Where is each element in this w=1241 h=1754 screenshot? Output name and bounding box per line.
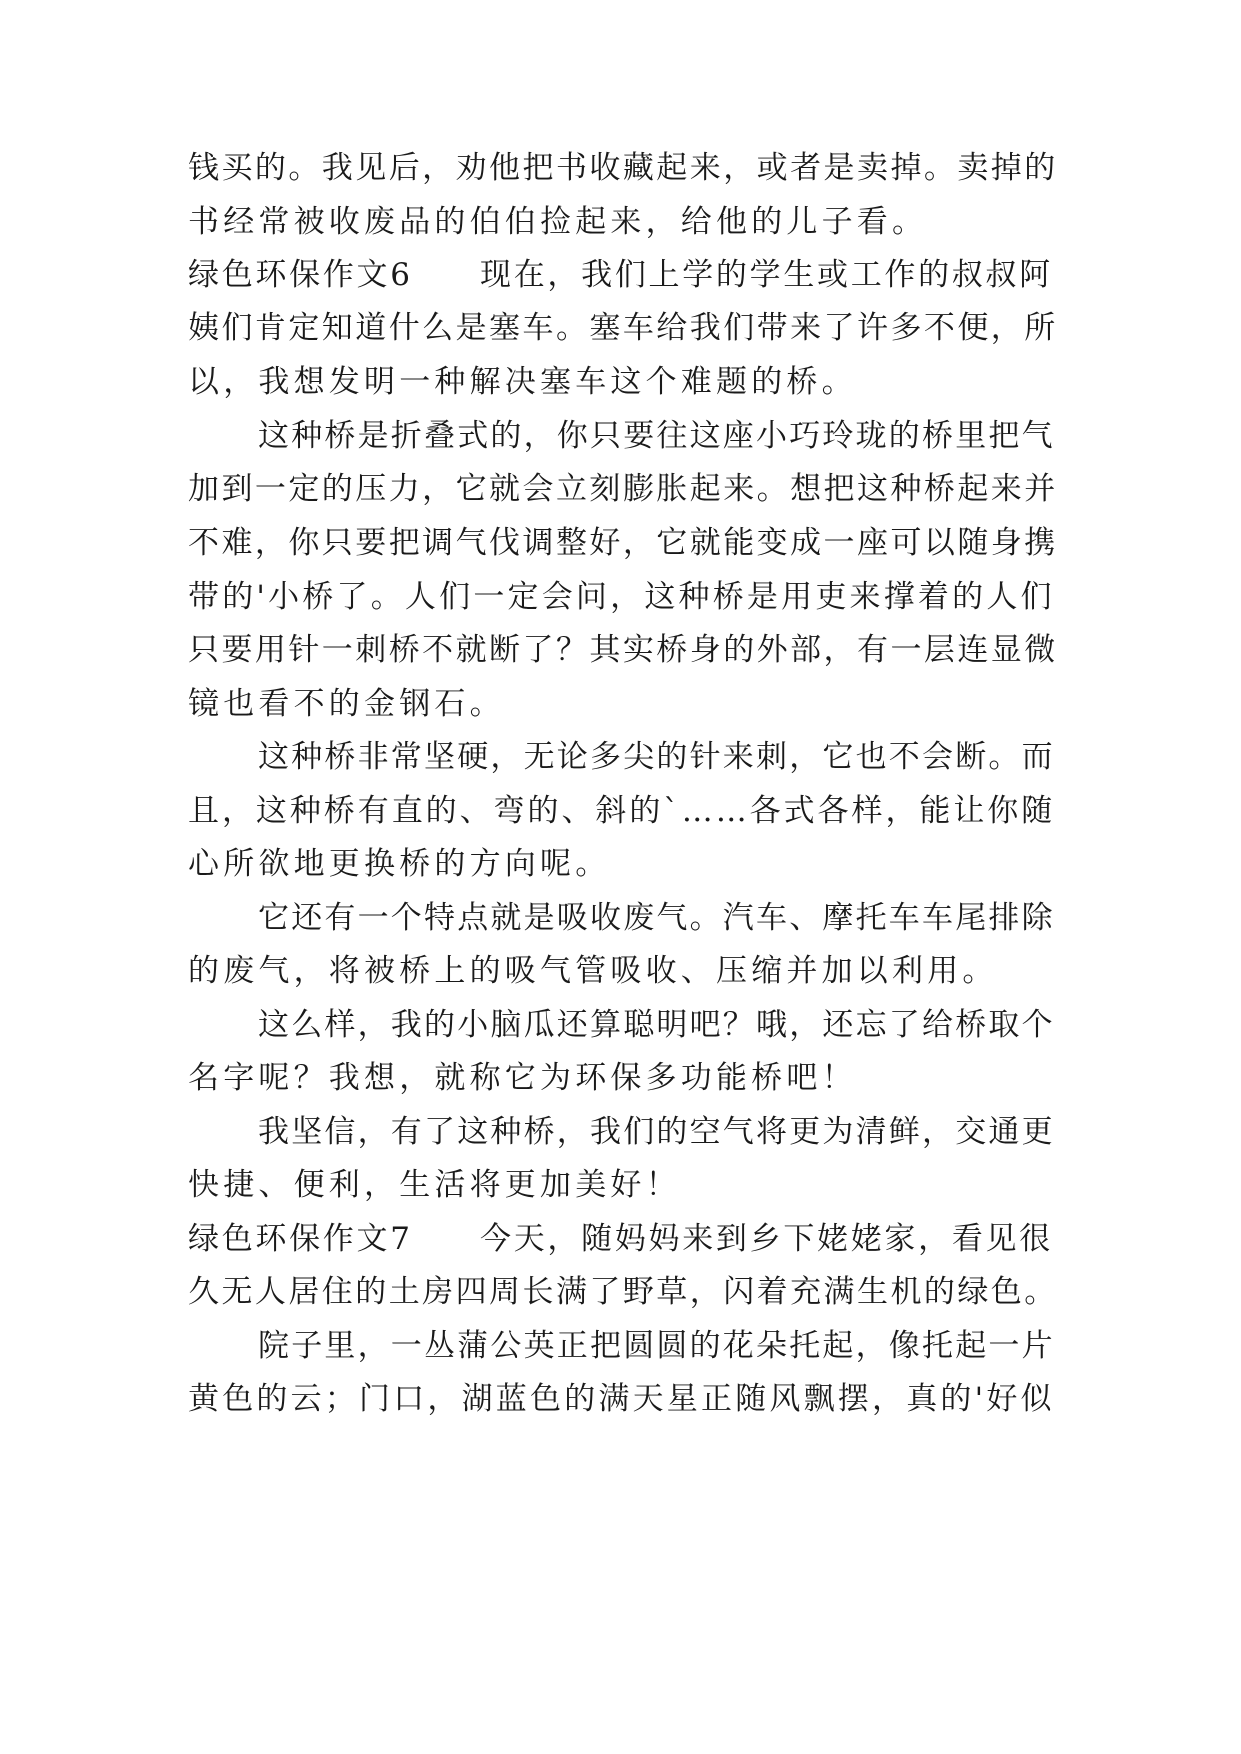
paragraph-first-line: 这种桥是折叠式的，你只要往这座小巧玲珑的桥里把气 bbox=[258, 418, 1055, 454]
text-line: 久无人居住的土房四周长满了野草，闪着充满生机的绿色。 bbox=[188, 1274, 1058, 1310]
text-line: 黄色的云；门口，湖蓝色的满天星正随风飘摆，真的'好似 bbox=[188, 1381, 1055, 1417]
paragraph-first-line: 院子里，一丛蒲公英正把圆圆的花朵托起，像托起一片 bbox=[258, 1328, 1055, 1364]
paragraph-first-line: 这么样，我的小脑瓜还算聪明吧？哦，还忘了给桥取个 bbox=[258, 1007, 1055, 1043]
text-line: 书经常被收废品的伯伯捡起来，给他的儿子看。 bbox=[188, 204, 928, 240]
text-line: 加到一定的压力，它就会立刻膨胀起来。想把这种桥起来并 bbox=[188, 471, 1058, 507]
paragraph-first-line: 这种桥非常坚硬，无论多尖的针来刺，它也不会断。而 bbox=[258, 739, 1055, 775]
paragraph-first-line: 它还有一个特点就是吸收废气。汽车、摩托车车尾排除 bbox=[258, 900, 1055, 936]
section-heading-line: 绿色环保作文7 今天，随妈妈来到乡下姥姥家，看见很 bbox=[188, 1221, 1053, 1257]
text-line: 钱买的。我见后，劝他把书收藏起来，或者是卖掉。卖掉的 bbox=[188, 150, 1058, 186]
text-line: 只要用针一刺桥不就断了？其实桥身的外部，有一层连显微 bbox=[188, 632, 1058, 668]
section-heading-line: 绿色环保作文6 现在，我们上学的学生或工作的叔叔阿 bbox=[188, 257, 1053, 293]
text-line: 带的'小桥了。人们一定会问，这种桥是用吏来撑着的人们 bbox=[188, 579, 1055, 615]
text-line: 心所欲地更换桥的方向呢。 bbox=[188, 846, 611, 882]
text-line: 且，这种桥有直的、弯的、斜的`……各式各样，能让你随 bbox=[188, 793, 1056, 829]
paragraph-first-line: 我坚信，有了这种桥，我们的空气将更为清鲜，交通更 bbox=[258, 1114, 1055, 1150]
text-line: 名字呢？我想，就称它为环保多功能桥吧！ bbox=[188, 1060, 857, 1096]
text-line: 镜也看不的金钢石。 bbox=[188, 686, 505, 722]
text-line: 的废气，将被桥上的吸气管吸收、压缩并加以利用。 bbox=[188, 953, 998, 989]
text-line: 姨们肯定知道什么是塞车。塞车给我们带来了许多不便，所 bbox=[188, 310, 1058, 346]
text-line: 不难，你只要把调气伐调整好，它就能变成一座可以随身携 bbox=[188, 525, 1058, 561]
text-line: 快捷、便利，生活将更加美好！ bbox=[188, 1167, 681, 1203]
text-line: 以，我想发明一种解决塞车这个难题的桥。 bbox=[188, 364, 857, 400]
